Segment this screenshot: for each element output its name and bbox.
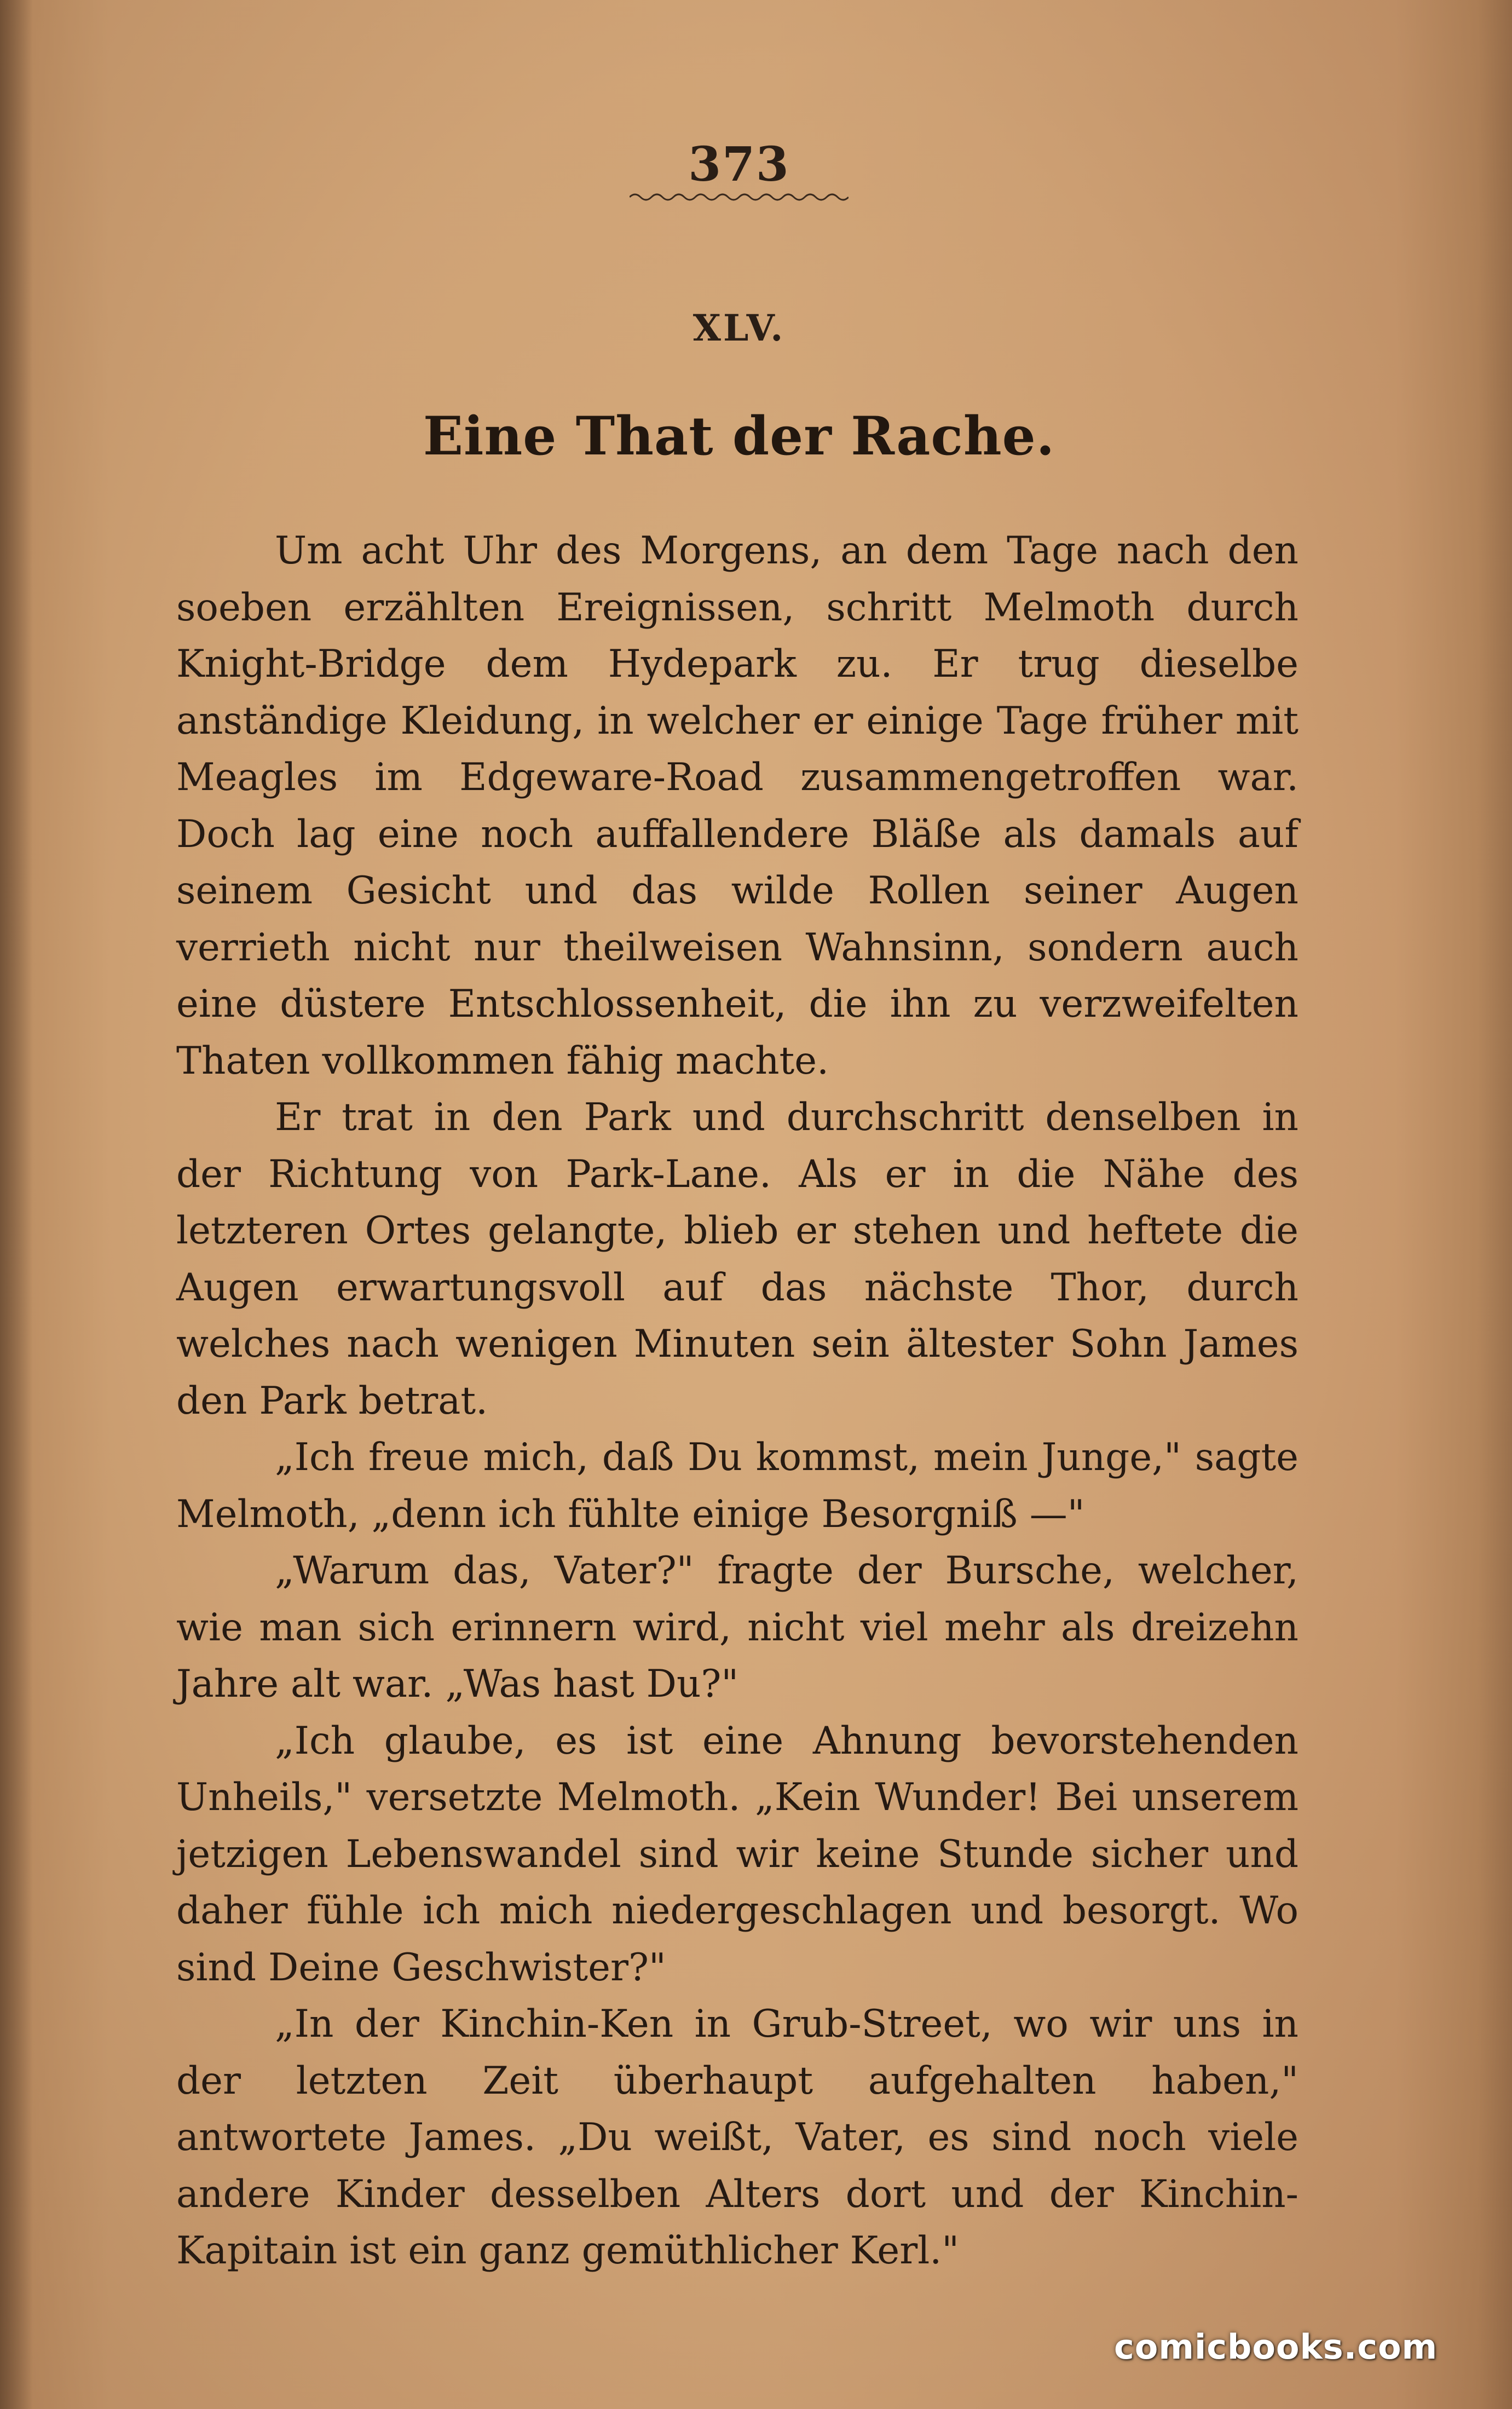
- body-text: [176, 523, 1299, 2280]
- paragraph: „In der Kinchin-Ken in Grub-Street, wo wir uns in der letzten Zeit überhaupt aufgehalten haben," antwortete James. „Du weißt, Vater, es sind noch viele andere Kinder desselben Alters dort und der Kinchin-Kapitain ist ein ganz gemüthlicher Kerl.": [176, 2002, 1299, 2273]
- chapter-title: Eine That der Rache.: [423, 405, 1055, 467]
- page-gutter-shadow: [0, 0, 33, 2409]
- paragraph: „Ich glaube, es ist eine Ahnung bevorstehenden Unheils," versetzte Melmoth. „Kein Wunder! Bei unserem jetzigen Lebenswandel sind wir keine Stunde sicher und daher fühle ich mich niedergeschlagen und besorgt. Wo sind Deine Geschwister?": [176, 1719, 1299, 1990]
- paragraph: „Warum das, Vater?" fragte der Bursche, welcher, wie man sich erinnern wird, nicht viel mehr als dreizehn Jahre alt war. „Was hast Du?": [176, 1549, 1299, 1706]
- paragraph: Um acht Uhr des Morgens, an dem Tage nach den soeben erzählten Ereignissen, schritt Melmoth durch Knight-Bridge dem Hydepark zu. Er trug dieselbe anständige Kleidung, in welcher er einige Tage früher mit Meagles im Edgeware-Road zusammengetroffen war. Doch lag eine noch auffallendere Bläße als damals auf seinem Gesicht und das wilde Rollen seiner Augen verrieth nicht nur theilweisen Wahnsinn, sondern auch eine düstere Entschlossenheit, die ihn zu verzweifelten Thaten vollkommen fähig machte.: [176, 529, 1299, 1083]
- paragraph: Er trat in den Park und durchschritt denselben in der Richtung von Park-Lane. Als er in die Nähe des letzteren Ortes gelangte, blieb er stehen und heftete die Augen erwartungsvoll auf das nächste Thor, durch welches nach wenigen Minuten sein ältester Sohn James den Park betrat.: [176, 1096, 1299, 1423]
- page-number: 373: [688, 137, 790, 192]
- watermark: comicbooks.com: [1114, 2327, 1438, 2367]
- ornament-divider: [630, 192, 849, 203]
- paragraph: „Ich freue mich, daß Du kommst, mein Junge," sagte Melmoth, „denn ich fühlte einige Besorgniß —": [176, 1436, 1299, 1536]
- chapter-number: XLV.: [692, 307, 786, 349]
